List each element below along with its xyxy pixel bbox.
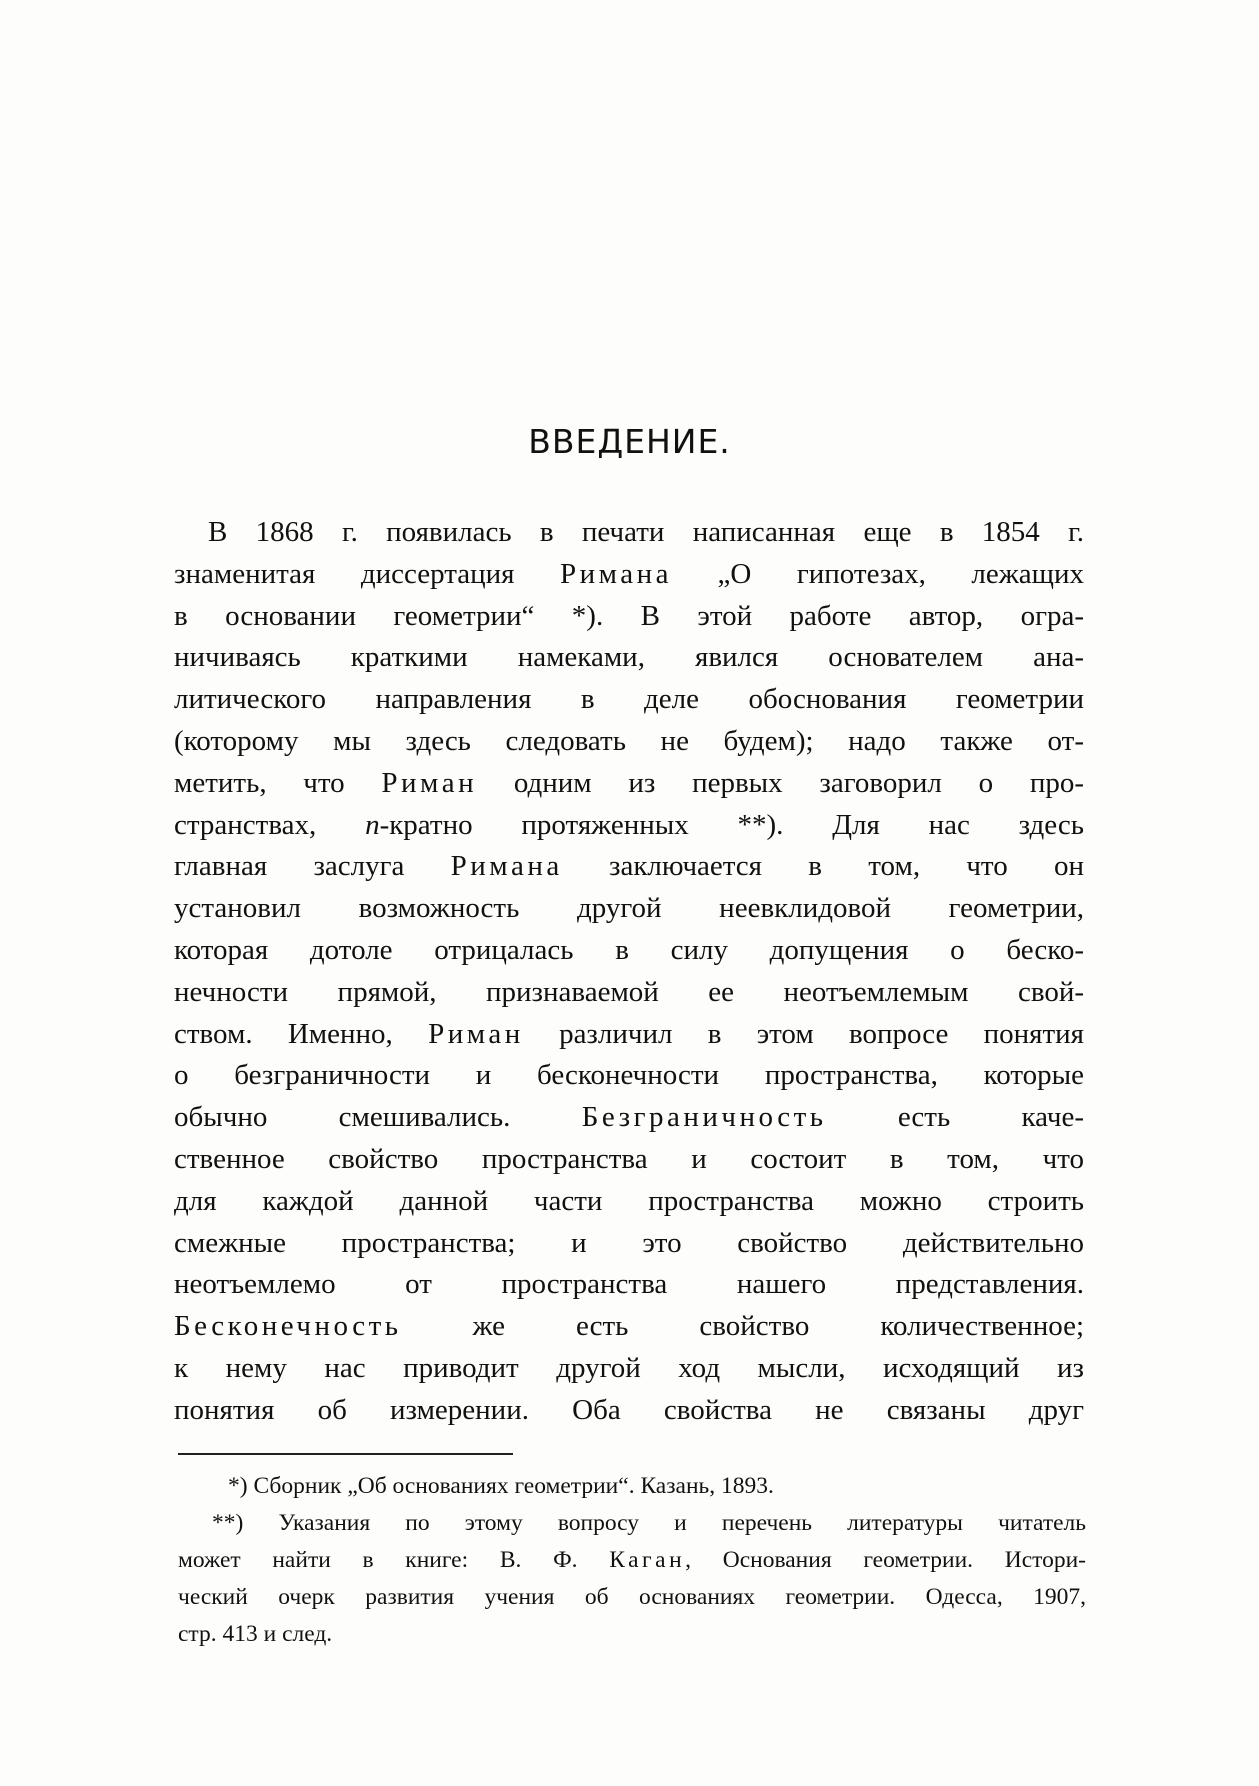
segment: которая дотоле отрицалась в силу допущения о беско- xyxy=(174,933,1084,966)
segment-italic: n xyxy=(365,808,380,841)
body-line-3 xyxy=(174,596,1084,638)
segment: главная заслуга xyxy=(174,850,451,883)
segment: может найти в книге: В. Ф. xyxy=(178,1547,610,1573)
segment: , Основания геометрии. Истори- xyxy=(685,1547,1086,1573)
segment-spaced-name: Римана xyxy=(559,557,673,590)
segment-spaced-name: Каган xyxy=(609,1547,686,1573)
body-line-1 xyxy=(174,512,1084,554)
segment: метить, что xyxy=(174,766,382,799)
body-line-13 xyxy=(174,1014,1084,1056)
segment: -кратно протяженных **). Для нас здесь xyxy=(379,808,1084,841)
segment-spaced-name: Римана xyxy=(450,850,563,883)
segment: смежные пространства; и это свойство действительно xyxy=(174,1226,1084,1259)
segment: обычно смешивались. xyxy=(174,1101,582,1134)
segment: неотъемлемо от пространства нашего представления. xyxy=(174,1268,1084,1301)
body-line-6 xyxy=(174,721,1084,763)
segment: нечности прямой, признаваемой ее неотъемлемым свой- xyxy=(174,975,1084,1008)
body-line-14 xyxy=(174,1055,1084,1097)
segment: ничиваясь краткими намеками, явился основателем ана- xyxy=(174,641,1084,674)
segment: стр. 413 и след. xyxy=(178,1621,333,1647)
segment: литического направления в деле обоснования геометрии xyxy=(174,683,1084,716)
segment: знаменитая диссертация xyxy=(174,557,560,590)
segment: одним из первых заговорил о про- xyxy=(477,766,1084,799)
segment: ством. Именно, xyxy=(174,1017,429,1050)
segment-spaced-term: Бесконечность xyxy=(174,1310,402,1343)
segment: *) Сборник „Об основаниях геометрии“. Казань, 1893. xyxy=(228,1473,774,1499)
footnote-2-line-4 xyxy=(178,1616,1086,1653)
segment: странствах, xyxy=(174,808,366,841)
segment: „О гипотезах, лежащих xyxy=(672,557,1084,590)
body-line-10 xyxy=(174,888,1084,930)
body-line-9 xyxy=(174,846,1084,888)
body-line-4 xyxy=(174,637,1084,679)
segment: ческий очерк развития учения об основаниях геометрии. Одесса, 1907, xyxy=(178,1584,1086,1610)
footnote-2-line-3 xyxy=(178,1579,1086,1616)
segment: к нему нас приводит другой ход мысли, исходящий из xyxy=(174,1351,1084,1384)
segment-spaced-name: Риман xyxy=(428,1017,524,1050)
segment: о безграничности и бесконечности пространства, которые xyxy=(174,1059,1084,1092)
body-line-19 xyxy=(174,1264,1084,1306)
footnote-1 xyxy=(178,1468,1086,1505)
segment: же есть свойство количественное; xyxy=(401,1310,1084,1343)
body-line-22 xyxy=(174,1390,1084,1432)
segment-spaced-term: Безграничность xyxy=(581,1101,827,1134)
segment-spaced-name: Риман xyxy=(381,766,478,799)
body-line-7 xyxy=(174,763,1084,805)
segment: различил в этом вопросе понятия xyxy=(523,1017,1085,1050)
segment: в основании геометрии“ *). В этой работе автор, огра- xyxy=(174,599,1084,632)
footnote-2-line-2 xyxy=(178,1542,1086,1579)
segment: установил возможность другой неевклидовой геометрии, xyxy=(174,892,1084,925)
body-text xyxy=(174,512,1084,1432)
segment: (которому мы здесь следовать не будем); надо также от- xyxy=(174,724,1084,757)
segment: В 1868 г. появилась в печати написанная еще в 1854 г. xyxy=(208,516,1084,548)
chapter-heading: ВВЕДЕНИЕ. xyxy=(528,422,731,461)
segment: ственное свойство пространства и состоит в том, что xyxy=(174,1142,1084,1175)
body-line-15 xyxy=(174,1097,1084,1139)
footnote-divider xyxy=(178,1453,513,1455)
body-line-16 xyxy=(174,1139,1084,1181)
segment: **) Указания по этому вопросу и перечень литературы читатель xyxy=(212,1510,1086,1536)
segment: понятия об измерении. Оба свойства не связаны друг xyxy=(174,1393,1084,1426)
body-line-2 xyxy=(174,554,1084,596)
segment: заключается в том, что он xyxy=(562,850,1084,883)
body-line-11 xyxy=(174,930,1084,972)
body-line-20 xyxy=(174,1306,1084,1348)
body-line-8 xyxy=(174,805,1084,847)
segment: есть каче- xyxy=(826,1101,1084,1134)
segment: для каждой данной части пространства можно строить xyxy=(174,1184,1084,1217)
body-line-12 xyxy=(174,972,1084,1014)
body-line-17 xyxy=(174,1181,1084,1223)
body-line-18 xyxy=(174,1223,1084,1265)
body-line-21 xyxy=(174,1348,1084,1390)
body-line-5 xyxy=(174,679,1084,721)
footnotes xyxy=(178,1468,1086,1653)
footnote-2-line-1 xyxy=(178,1505,1086,1542)
